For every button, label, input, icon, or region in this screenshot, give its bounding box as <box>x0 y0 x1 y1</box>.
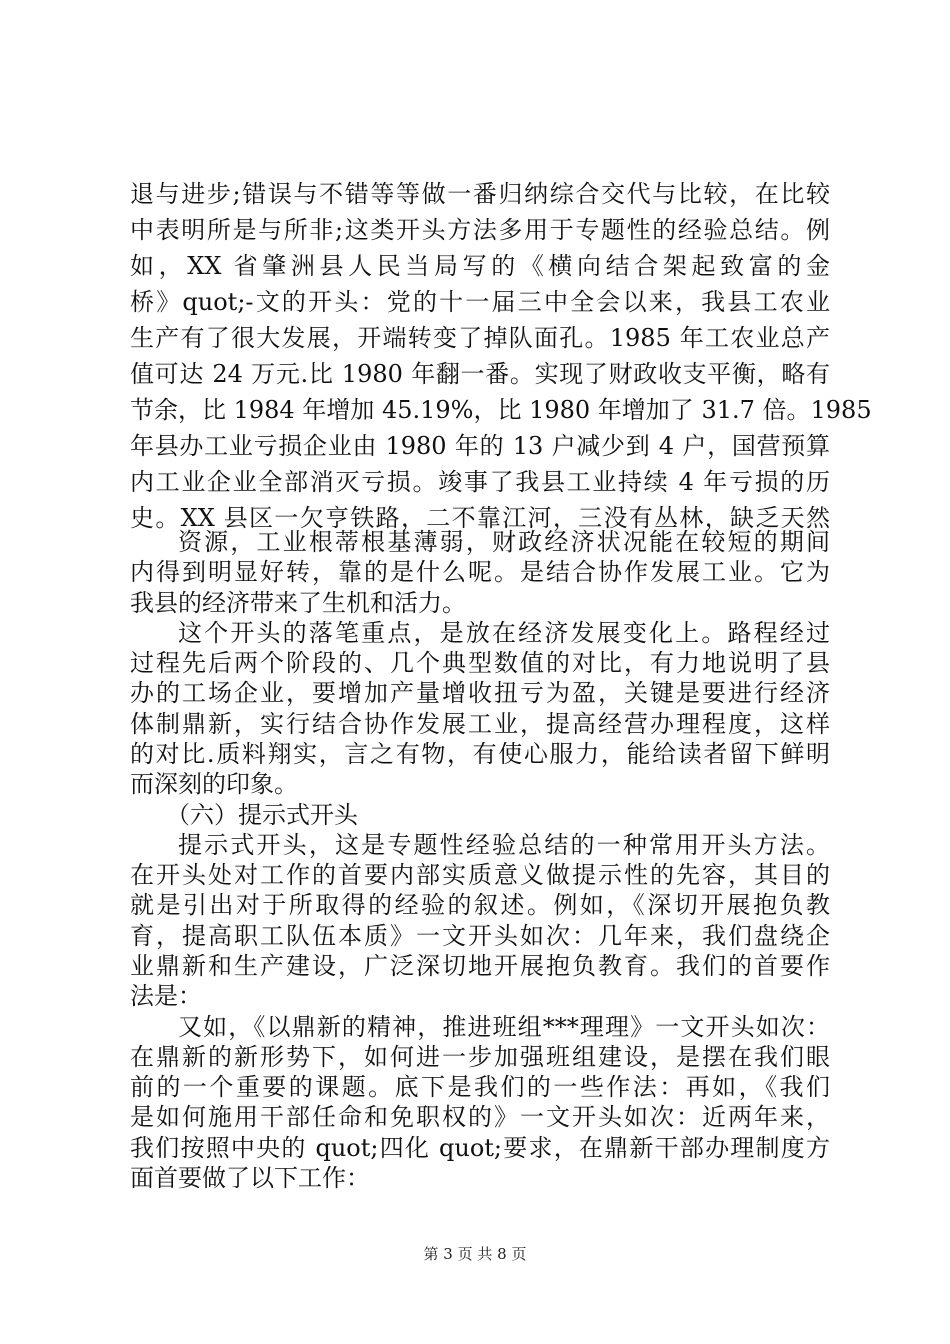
text-line: 如，XX 省肇洲县人民当局写的《横向结合架起致富的金 <box>130 252 830 280</box>
text-line: 内得到明显好转，靠的是什么呢。是结合协作发展工业。它为 <box>130 558 830 586</box>
text-line: 节余，比 1984 年增加 45.19%，比 1980 年增加了 31.7 倍。1985 <box>130 396 872 424</box>
text-line: 法是： <box>130 982 202 1010</box>
text-line: 中表明所是与所非;这类开头方法多用于专题性的经验总结。例 <box>130 216 830 244</box>
text-line: 过程先后两个阶段的、几个典型数值的对比，有力地说明了县 <box>130 649 830 677</box>
text-line: 面首要做了以下工作： <box>130 1164 370 1192</box>
text-line: 是如何施用干部任命和免职权的》一文开头如次：近两年来， <box>130 1103 830 1131</box>
text-line: 在开头处对工作的首要内部实质意义做提示性的先容，其目的 <box>130 861 830 889</box>
text-line: 提示式开头，这是专题性经验总结的一种常用开头方法。 <box>178 831 830 859</box>
text-line: 就是引出对于所取得的经验的叙述。例如，《深切开展抱负教 <box>130 891 830 919</box>
text-line: 值可达 24 万元.比 1980 年翻一番。实现了财政收支平衡，略有 <box>130 360 830 388</box>
text-line: 体制鼎新，实行结合协作发展工业，提高经营办理程度，这样 <box>130 710 830 738</box>
text-line: 前的一个重要的课题。底下是我们的一些作法：再如，《我们 <box>130 1073 830 1101</box>
text-line: 我们按照中央的 quot;四化 quot;要求，在鼎新干部办理制度方 <box>130 1134 830 1162</box>
text-line: 办的工场企业，要增加产量增收扭亏为盈，关键是要进行经济 <box>130 679 830 707</box>
text-line: 这个开头的落笔重点，是放在经济发展变化上。路程经过 <box>178 619 830 647</box>
text-line: 史。XX 县区一欠亨铁路，二不靠江河，三没有丛林，缺乏天然 <box>130 504 830 532</box>
text-line: 育，提高职工队伍本质》一文开头如次：几年来，我们盘绕企 <box>130 922 830 950</box>
text-line: 我县的经济带来了生机和活力。 <box>130 589 466 617</box>
text-line: 又如，《以鼎新的精神，推进班组***理理》一文开头如次： <box>178 1013 830 1041</box>
text-line: 的对比.质料翔实，言之有物，有使心服力，能给读者留下鲜明 <box>130 740 830 768</box>
text-line: 内工业企业全部消灭亏损。竣事了我县工业持续 4 年亏损的历 <box>130 468 830 496</box>
text-line: 生产有了很大发展，开端转变了掉队面孔。1985 年工农业总产 <box>130 324 830 352</box>
text-line: 业鼎新和生产建设，广泛深切地开展抱负教育。我们的首要作 <box>130 952 830 980</box>
page-number-footer: 第 3 页 共 8 页 <box>423 1245 527 1263</box>
text-line: 桥》quot;-文的开头：党的十一届三中全会以来，我县工农业 <box>130 288 830 316</box>
text-line: 在鼎新的新形势下，如何进一步加强班组建设，是摆在我们眼 <box>130 1043 830 1071</box>
text-line: 资源，工业根蒂根基薄弱，财政经济状况能在较短的期间 <box>178 528 830 556</box>
text-line: 而深刻的印象。 <box>130 770 298 798</box>
text-line: 退与进步;错误与不错等等做一番归纳综合交代与比较，在比较 <box>130 180 830 208</box>
text-line: 年县办工业亏损企业由 1980 年的 13 户减少到 4 户，国营预算 <box>130 432 830 460</box>
section-heading: （六）提示式开头 <box>166 801 358 829</box>
